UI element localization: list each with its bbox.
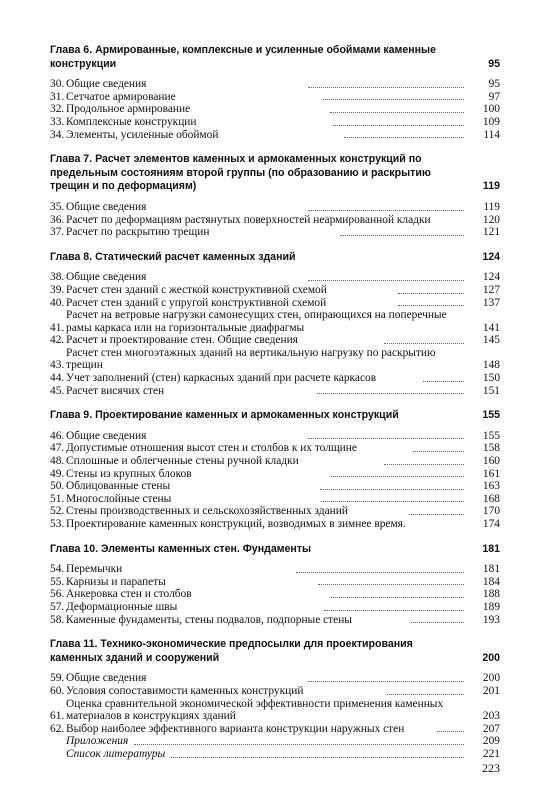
toc-item [50,576,500,589]
toc-item-title: Общие сведения [66,200,147,213]
toc-item-number: 61. [50,710,65,723]
toc-item-page: 188 [482,588,500,601]
toc-item [50,334,500,347]
toc-item-title: Деформационные швы [66,600,178,613]
chapter-block [50,153,500,239]
toc-item-number: 60. [50,684,65,697]
toc-item-number: 44. [50,372,65,385]
toc-item-number: 37. [50,226,65,239]
toc-item-title: Расчет стен зданий с жесткой конструктивной схемой [66,283,327,296]
toc-item-title: Расчет и проектирование стен. Общие сведения [66,334,298,347]
toc-item-title: Общие сведения [66,78,147,91]
toc-item-title: Стены производственных и сельскохозяйственных зданий [66,505,348,518]
toc-item-title: Расчет стен многоэтажных зданий на вертикальную нагрузку по раскрытию трещин [66,346,436,372]
toc-item-title: Условия сопоставимости каменных конструкций [66,684,304,697]
toc-item-page: 97 [488,90,501,103]
toc-item [50,601,500,614]
dot-leader [323,99,464,100]
dot-leader [331,476,464,477]
dot-leader [134,744,464,745]
toc-item [50,468,500,481]
toc-item [50,614,500,627]
toc-item-page: 160 [482,455,500,468]
toc-item-page: 145 [482,334,500,347]
dot-leader [344,137,464,138]
toc-item-page: 109 [482,115,500,128]
toc-item-number: 52. [50,505,65,518]
chapter-title-text: Глава 7. Расчет элементов каменных и армокаменных конструкций по предельным состояниям второй группы (по образованию и раскрытию трещин и по деформациям) [50,153,431,193]
toc-item-page: 148 [482,359,500,372]
chapter-page-number: 95 [488,57,500,70]
toc-item-page: 200 [482,672,501,685]
toc-item-title: Общие сведения [66,271,147,284]
page-number: 223 [482,761,500,775]
chapter-page-number: 200 [482,651,500,664]
toc-item-number: 57. [50,600,65,613]
dot-leader [411,622,464,623]
toc-item [50,518,500,531]
chapter-page-number: 124 [482,250,500,263]
toc-item-title: Многослойные стены [66,492,172,505]
chapter-title-text: Глава 6. Армированные, комплексные и усиленные обоймами каменные конструкции [50,44,436,70]
toc-item-page: 120 [482,213,500,226]
toc-item-title: Расчет по раскрытию трещин [66,226,210,239]
toc-item-page: 170 [482,505,501,518]
toc-item-page: 161 [482,467,501,480]
dot-leader [437,731,464,732]
chapter-title [50,409,500,423]
toc-item-page: 119 [483,200,501,213]
chapter-title-text: Глава 11. Технико-экономические предпосылки для проектирования каменных зданий и сооружений [50,638,413,664]
toc-item-title: Перемычки [66,563,123,576]
toc-item-title: Допустимые отношения высот стен и столбов к их толщине [66,442,357,455]
chapter-block [50,409,500,530]
dot-leader [308,280,464,281]
toc-item-page: 137 [482,296,501,309]
toc-item-page: 163 [482,480,500,493]
dot-leader [387,694,464,695]
toc-item-number: 30. [50,78,65,91]
toc-item-number: 51. [50,492,65,505]
toc-item [50,748,500,761]
toc-item [50,297,500,310]
toc-item-title: Оценка сравнительной экономической эффективности применения каменных материалов в конструкциях зданий [66,697,444,723]
dot-leader [308,681,464,682]
dot-leader [296,572,464,573]
toc-item-page: 155 [482,429,501,442]
chapter-block [50,251,500,398]
chapter-title-text: Глава 9. Проектирование каменных и армокаменных конструкций [50,409,399,422]
chapter-title [50,251,500,265]
toc-item-number: 32. [50,103,65,116]
chapter-page-number: 155 [482,409,500,422]
dot-leader [330,112,464,113]
toc-item-number: 43. [50,359,65,372]
dot-leader [413,451,464,452]
toc-item [50,284,500,297]
toc-item-title: Расчет стен зданий с упругой конструктивной схемой [66,296,327,309]
chapter-block [50,543,500,627]
toc-item-title: Список литературы [66,747,166,760]
toc-item-title: Каменные фундаменты, стены подвалов, подпорные стены [66,613,352,626]
dot-leader [384,464,464,465]
toc-item-title: Облицованные стены [66,480,171,493]
toc-item-title: Расчет на ветровые нагрузки самонесущих стен, опирающихся на поперечные рамы каркаса или на горизонтальные диафрагмы [66,309,447,334]
toc-item-number: 34. [50,128,65,141]
chapter-title [50,638,500,665]
toc-item-number: 42. [50,334,65,347]
dot-leader [398,305,464,306]
toc-item-page: 114 [483,128,501,141]
toc-item [50,723,500,736]
toc-item [50,505,500,518]
toc-item-page: 158 [482,442,500,455]
toc-item-page: 174 [482,518,500,530]
toc-item-page: 193 [482,613,500,626]
toc-item-title: Расчет висячих стен [66,384,165,397]
chapter-title [50,153,500,194]
chapter-block [50,44,500,141]
toc-item-number: 46. [50,429,65,442]
dot-leader [324,610,464,611]
toc-item-page: 201 [482,684,500,697]
toc-item-title: Общие сведения [66,429,147,442]
dot-leader [171,757,464,758]
toc-item-page: 127 [482,283,500,296]
toc-item-page: 203 [482,710,500,723]
toc-item-number: 50. [50,480,65,493]
toc-item-title: Стены из крупных блоков [66,467,192,480]
toc-item-page: 95 [488,78,501,91]
dot-leader [398,293,464,294]
toc-item-number: 54. [50,563,65,576]
toc-item [50,372,500,385]
chapter-block [50,638,500,760]
toc-item-page: 100 [482,103,500,116]
toc-item-page: 221 [482,747,500,760]
toc-item-page: 207 [482,722,500,735]
toc-item [50,480,500,493]
dot-leader [308,438,464,439]
toc-item [50,201,500,214]
toc-item-title: Расчет по деформациям растянутых поверхностей неармированной кладки [66,213,431,226]
chapter-title [50,543,500,557]
toc-item [50,103,500,116]
dot-leader [308,210,464,211]
dot-leader [409,514,464,515]
dot-leader [318,584,464,585]
dot-leader [321,501,464,502]
toc-item-title: Комплексные конструкции [66,115,197,128]
toc-item-number: 49. [50,467,65,480]
toc-item [50,563,500,576]
toc-item [50,672,500,685]
toc-item-page: 124 [482,271,501,284]
toc-item [50,698,500,723]
toc-item [50,226,500,239]
toc-item-number: 59. [50,672,65,685]
toc-item-page: 150 [482,372,501,385]
toc-item-number: 33. [50,115,65,128]
toc-item [50,271,500,284]
toc-item [50,309,500,334]
chapter-title-text: Глава 10. Элементы каменных стен. Фундаменты [50,542,312,555]
dot-leader [308,87,464,88]
toc-item-page: 151 [482,384,500,397]
toc-item-number: 38. [50,271,65,284]
toc-item-page: 121 [482,226,501,239]
toc-item [50,214,500,227]
dot-leader [333,125,464,126]
toc-item-number: 36. [50,213,65,226]
toc-item [50,385,500,398]
toc-item [50,685,500,698]
toc-item-number: 55. [50,575,65,588]
toc-item-page: 189 [482,600,501,613]
dot-leader [320,489,464,490]
dot-leader [340,235,464,236]
toc-item-number: 48. [50,455,65,468]
toc-item-number: 56. [50,588,65,601]
toc-item [50,91,500,104]
toc-item-number: 31. [50,90,65,103]
dot-leader [423,381,464,382]
dot-leader [384,343,464,344]
toc-item-page: 184 [482,575,500,588]
toc-item [50,455,500,468]
toc-item-number: 58. [50,613,65,626]
toc-item-number: 41. [50,321,65,334]
toc-item [50,735,500,748]
toc-item-title: Учет заполнений (стен) каркасных зданий при расчете каркасов [66,372,377,385]
toc-item-page: 181 [482,563,501,576]
toc-item-title: Карнизы и парапеты [66,575,166,588]
toc-item [50,430,500,443]
toc-item-title: Элементы, усиленные обоймой [66,128,219,141]
toc-item-page: 168 [482,492,500,505]
toc-item [50,116,500,129]
toc-item-number: 53. [50,518,65,530]
chapter-title-text: Глава 8. Статический расчет каменных зданий [50,250,296,263]
toc-item-title: Приложения [66,735,129,748]
toc-item-title: Сетчатое армирование [66,90,176,103]
toc-item-page: 209 [482,735,500,748]
toc-item-number: 62. [50,722,65,735]
toc-item-page: 141 [482,321,500,334]
toc-item [50,442,500,455]
toc-item-title: Общие сведения [66,672,147,685]
toc-item-title: Продольное армирование [66,103,191,116]
chapter-title [50,44,500,71]
chapter-page-number: 119 [482,180,500,193]
toc-item-number: 45. [50,384,65,397]
toc-item [50,588,500,601]
toc-item [50,493,500,506]
toc-item-title: Выбор наиболее эффективного варианта конструкции наружных стен [66,722,405,735]
toc-item-number: 40. [50,296,65,309]
toc-item-number: 47. [50,442,65,455]
chapter-page-number: 181 [482,542,500,555]
toc-item [50,78,500,91]
toc-item-title: Проектирование каменных конструкций, возводимых в зимнее время. [66,518,406,530]
toc-item-title: Анкеровка стен и столбов [66,588,192,601]
toc-item [50,347,500,372]
toc-item-number: 35. [50,200,65,213]
toc-item-title: Сплошные и облегченные стены ручной кладки [66,455,299,468]
dot-leader [317,393,464,394]
dot-leader [331,597,464,598]
toc-item [50,129,500,142]
toc-item-number: 39. [50,283,65,296]
table-of-contents [50,44,500,773]
